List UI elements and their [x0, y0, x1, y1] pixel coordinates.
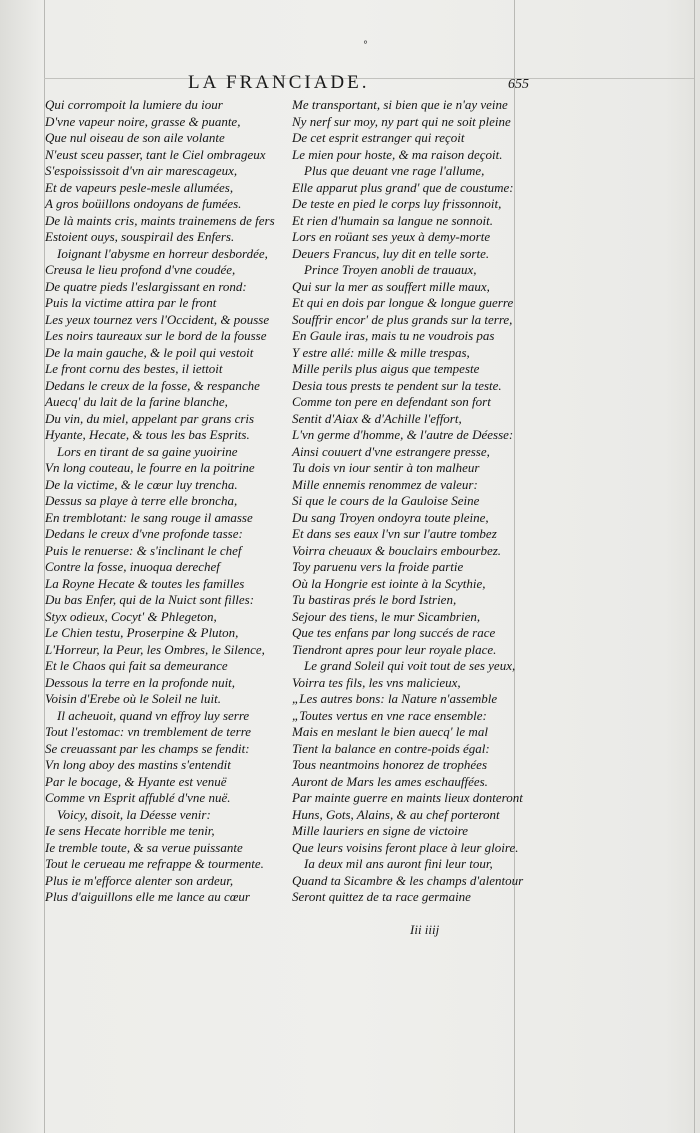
verse-line: Voirra tes fils, les vns malicieux, [292, 674, 461, 690]
verse-line: Tous neantmoins honorez de trophées [292, 757, 487, 772]
verse-line: Lors en roüant ses yeux à demy-morte [292, 229, 491, 244]
verse-line: La Royne Hecate & toutes les familles [45, 575, 245, 591]
verse-line: Que tes enfans par long succés de race [292, 625, 496, 640]
verse-line: Les noirs taureaux sur le bord de la fousse [45, 328, 267, 343]
verse-line: Auecq' du lait de la farine blanche, [45, 394, 228, 409]
verse-line: Du sang Troyen ondoyra toute pleine, [292, 509, 489, 525]
verse-line: Tout le cerueau me refrappe & tourmente. [45, 856, 264, 871]
verse-line: Creusa le lieu profond d'vne coudée, [45, 262, 236, 277]
verse-line: Par le bocage, & Hyante est venuë [45, 773, 227, 789]
verse-line: Styx odieux, Cocyt' & Phlegeton, [45, 608, 217, 624]
verse-line: Voicy, disoit, la Déesse venir: [57, 806, 211, 822]
verse-line: Souffrir encor' de plus grands sur la terre, [292, 311, 513, 327]
verse-line: Plus ie m'efforce alenter son ardeur, [45, 872, 234, 888]
verse-line: D'vne vapeur noire, grasse & puante, [45, 113, 241, 129]
verse-line: S'espoississoit d'vn air marescageux, [45, 163, 238, 178]
verse-line: Plus d'aiguillons elle me lance au cœur [45, 889, 250, 904]
verse-line: Auront de Mars les ames eschauffées. [292, 773, 488, 789]
verse-line: Lors en tirant de sa gaine yuoirine [57, 443, 238, 459]
verse-line: Comme vn Esprit affublé d'vne nuë. [45, 790, 231, 805]
verse-line: Mille ennemis renommez de valeur: [292, 476, 478, 492]
verse-line: Se creuassant par les champs se fendit: [45, 740, 250, 756]
verse-line: Voisin d'Erebe où le Soleil ne luit. [45, 691, 221, 706]
verse-line: A gros boüillons ondoyans de fumées. [45, 196, 242, 211]
verse-line: Mille lauriers en signe de victoire [292, 823, 469, 838]
verse-line: De là maints cris, maints trainemens de fers [45, 212, 275, 228]
verse-line: Toy paruenu vers la froide partie [292, 559, 464, 574]
verse-line: De cet esprit estranger qui reçoit [292, 130, 465, 145]
verse-line: Contre la fosse, inuoqua derechef [45, 559, 220, 574]
verse-line: Comme ton pere en defendant son fort [292, 394, 491, 409]
verse-line: Les yeux tournez vers l'Occident, & pousse [45, 311, 270, 327]
verse-line: En tremblotant: le sang rouge il amasse [45, 509, 253, 525]
verse-line: „Toutes vertus en vne race ensemble: [292, 707, 487, 723]
verse-line: Qui sur la mer as souffert mille maux, [292, 278, 490, 294]
verse-line: Sentit d'Aiax & d'Achille l'effort, [292, 410, 462, 426]
verse-line: Et dans ses eaux l'vn sur l'autre tombez [292, 526, 497, 541]
verse-line: Ainsi couuert d'vne estrangere presse, [292, 443, 490, 459]
verse-line: Que leurs voisins feront place à leur gloire. [292, 839, 519, 855]
verse-line: Il acheuoit, quand vn effroy luy serre [57, 707, 250, 723]
verse-line: Ia deux mil ans auront fini leur tour, [304, 856, 493, 871]
verse-line: De la victime, & le cœur luy trencha. [45, 476, 238, 492]
verse-line: Seront quittez de ta race germaine [292, 889, 471, 904]
verse-line: Elle apparut plus grand' que de coustume: [292, 179, 514, 195]
verse-line: Et de vapeurs pesle-mesle allumées, [45, 179, 234, 195]
verse-line: Que nul oiseau de son aile volante [45, 130, 225, 145]
verse-line: Vn long couteau, le fourre en la poitrine [45, 460, 255, 475]
verse-line: Le front cornu des bestes, il iettoit [45, 361, 223, 376]
verse-line: Du vin, du miel, appelant par grans cris [45, 410, 255, 426]
verse-line: Dessus sa playe à terre elle broncha, [45, 493, 238, 508]
verse-line: Voirra cheuaux & bouclairs embourbez. [292, 542, 502, 558]
verse-line: Par mainte guerre en maints lieux donteront [292, 790, 523, 805]
verse-line: Le mien pour hoste, & ma raison deçoit. [292, 146, 503, 162]
outer-edge-rule [694, 0, 695, 1133]
verse-line: Du bas Enfer, qui de la Nuict sont filles: [45, 592, 255, 607]
verse-line: Le grand Soleil qui voit tout de ses yeux, [304, 658, 516, 673]
verse-line: Tout l'estomac: vn tremblement de terre [45, 724, 252, 739]
verse-line: L'Horreur, la Peur, les Ombres, le Silence, [45, 641, 265, 657]
verse-line: Tu bastiras prés le bord Istrien, [292, 592, 457, 607]
verse-line: Me transportant, si bien que ie n'ay veine [292, 97, 508, 112]
running-head: LA FRANCIADE. [188, 72, 370, 93]
verse-line: Mais en meslant le bien auecq' le mal [292, 724, 488, 739]
verse-line: Desia tous prests te pendent sur la teste. [292, 377, 502, 393]
verse-line: Plus que deuant vne rage l'allume, [304, 163, 485, 178]
verse-line: Ie sens Hecate horrible me tenir, [45, 823, 215, 838]
verse-line: Et qui en dois par longue & longue guerre [292, 295, 514, 310]
verse-line: De teste en pied le corps luy frissonnoit, [292, 196, 502, 211]
verse-line: Hyante, Hecate, & tous les bas Esprits. [45, 427, 250, 442]
verse-line: Y estre allé: mille & mille trespas, [292, 344, 470, 360]
verse-line: Tient la balance en contre-poids égal: [292, 740, 490, 756]
verse-line: Estoient ouys, souspirail des Enfers. [45, 229, 235, 244]
ink-mark: ° [363, 40, 368, 51]
verse-line: L'vn germe d'homme, & l'autre de Déesse: [292, 427, 514, 442]
verse-line: Vn long aboy des mastins s'entendit [45, 757, 231, 772]
verse-line: De la main gauche, & le poil qui vestoit [45, 344, 254, 360]
verse-line: Qui corrompoit la lumiere du iour [45, 97, 223, 112]
verse-line: En Gaule iras, mais tu ne voudrois pas [292, 328, 495, 343]
verse-line: Ioignant l'abysme en horreur desbordée, [57, 245, 268, 261]
verse-line: Tiendront apres pour leur royale place. [292, 641, 497, 657]
page-number: 655 [508, 77, 529, 92]
verse-line: Et rien d'humain sa langue ne sonnoit. [292, 212, 494, 228]
verse-line: Quand ta Sicambre & les champs d'alentour [292, 872, 524, 888]
verse-line: Et le Chaos qui fait sa demeurance [45, 658, 228, 673]
left-verse-column [45, 97, 295, 906]
verse-line: Puis la victime attira par le front [45, 295, 217, 310]
verse-line: „Les autres bons: la Nature n'assemble [292, 691, 498, 706]
verse-line: Tu dois vn iour sentir à ton malheur [292, 460, 480, 475]
verse-line: Sejour des tiens, le mur Sicambrien, [292, 608, 481, 624]
verse-line: Ie tremble toute, & sa verue puissante [45, 839, 243, 855]
verse-line: Où la Hongrie est iointe à la Scythie, [292, 575, 486, 591]
verse-line: Ny nerf sur moy, ny part qui ne soit pleine [292, 113, 511, 129]
verse-line: N'eust sceu passer, tant le Ciel ombrageux [45, 146, 266, 162]
verse-line: Deuers Francus, luy dit en telle sorte. [292, 245, 490, 261]
verse-line: Huns, Gots, Alains, & au chef porteront [292, 806, 500, 822]
verse-line: Dedans le creux de la fosse, & respanche [45, 377, 260, 393]
verse-line: Mille perils plus aigus que tempeste [292, 361, 480, 376]
verse-line: Puis le renuerse: & s'inclinant le chef [45, 542, 242, 558]
verse-line: Dedans le creux d'vne profonde tasse: [45, 526, 243, 541]
verse-line: Dessous la terre en la profonde nuit, [45, 674, 236, 690]
verse-line: Si que le cours de la Gauloise Seine [292, 493, 480, 508]
verse-line: Le Chien testu, Proserpine & Pluton, [45, 625, 239, 640]
right-verse-column [292, 97, 542, 906]
verse-line: Prince Troyen anobli de trauaux, [304, 262, 477, 277]
signature-mark: Iii iiij [410, 922, 440, 937]
verse-line: De quatre pieds l'eslargissant en rond: [45, 278, 247, 294]
